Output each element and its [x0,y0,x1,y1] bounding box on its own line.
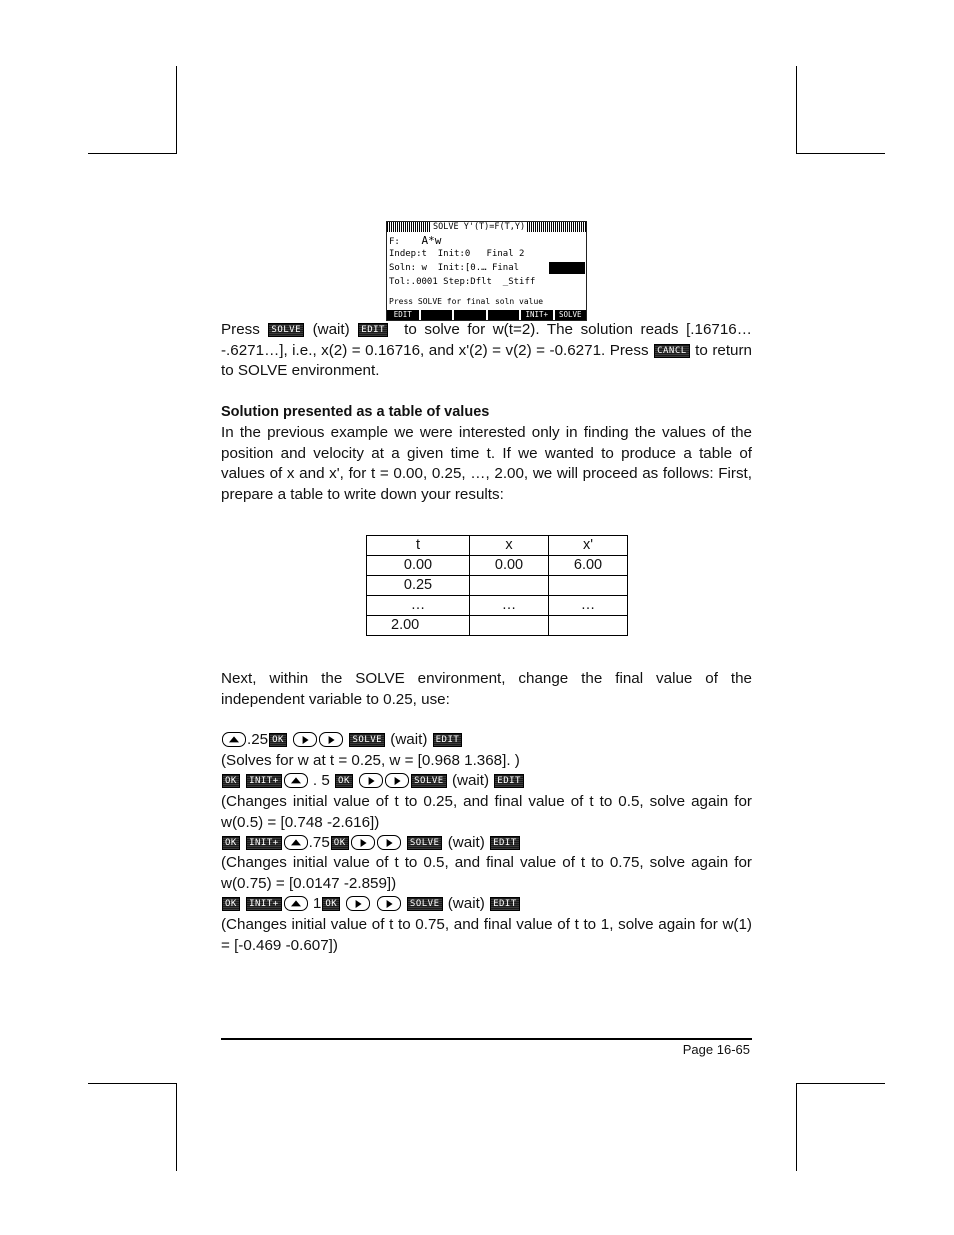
solve-key: SOLVE [407,897,443,911]
header-t: t [367,536,470,556]
keystrokes-step-1: .25 OK SOLVE (wait) EDIT [221,730,752,751]
note-step-1: (Solves for w at t = 0.25, w = [0.968 1.368]. ) [221,752,520,769]
screen-row-soln: Soln: w Init:[0.… Final [389,263,520,273]
menu-blank-1[interactable] [421,310,453,320]
note-step-4: (Changes initial value of t to 0.75, and final value of t to 1, solve again for w(1) = [-0.469 -0.607]) [221,916,752,954]
ok-key: OK [335,774,353,788]
edit-key: EDIT [494,774,524,788]
note-step-2: (Changes initial value of t to 0.25, and final value of t to 0.5, solve again for w(0.5) = [0.748 -2.616]) [221,793,752,831]
ok-key: OK [269,733,287,747]
crop-mark-br-h [796,1083,885,1084]
crop-mark-bl-h [88,1083,177,1084]
ok-key: OK [322,897,340,911]
screen-highlight [549,262,585,274]
up-arrow-key-icon [284,773,308,788]
edit-key: EDIT [490,836,520,850]
crop-mark-tr-v [796,66,797,154]
table-row: 0.00 0.00 6.00 [367,556,628,576]
crop-mark-bl-v [176,1083,177,1171]
table-header-row [367,536,628,556]
edit-key: EDIT [490,897,520,911]
right-arrow-key-icon [346,896,370,911]
screen-row-msg: Press SOLVE for final soln value [389,297,544,306]
paragraph-next-steps: Next, within the SOLVE environment, change the final value of the independent variable to 0.25, use: [221,670,752,708]
paragraph-solve-result: Press SOLVE (wait) EDIT to solve for w(t=2). The solution reads [.16716… -.6271…], i.e., x(2) = 0.16716, and x'(2) = v(2) = -0.6271. Press CANCL to return to SOLVE environment. [221,321,752,380]
table-row: … … … [367,596,628,616]
right-arrow-key-icon [319,732,343,747]
crop-mark-tr-h [796,153,885,154]
keystrokes-step-4: OK INIT+ 1 OK SOLVE (wait) EDIT [221,894,752,915]
right-arrow-key-icon [351,835,375,850]
ok-key: OK [222,774,240,788]
right-arrow-key-icon [359,773,383,788]
init-key: INIT+ [246,836,282,850]
init-key: INIT+ [246,897,282,911]
calculator-screen [386,221,587,321]
right-arrow-key-icon [377,896,401,911]
right-arrow-key-icon [385,773,409,788]
menu-blank-2[interactable] [454,310,486,320]
right-arrow-key-icon [377,835,401,850]
solve-key: SOLVE [268,323,304,337]
header-x: x [470,536,549,556]
solve-key: SOLVE [349,733,385,747]
screen-menu [387,310,586,320]
menu-blank-3[interactable] [488,310,520,320]
edit-key: EDIT [358,323,388,337]
footer-rule [221,1038,752,1040]
screen-row-tol: Tol:.0001 Step:Dflt _Stiff [389,277,536,287]
cancel-key: CANCL [654,344,690,358]
solve-key: SOLVE [411,774,447,788]
crop-mark-br-v [796,1083,797,1171]
keystrokes-step-2: OK INIT+ . 5 OK SOLVE (wait) EDIT [221,771,752,792]
screen-title: SOLVE Y'(T)=F(T,Y) [433,222,526,232]
table-row: 2.00 [367,616,628,636]
ok-key: OK [331,836,349,850]
ok-key: OK [222,836,240,850]
page-number: Page 16-65 [682,1042,750,1057]
screen-row-indep: Indep:t Init:0 Final 2 [389,249,525,259]
section-heading: Solution presented as a table of values [221,404,490,420]
up-arrow-key-icon [284,896,308,911]
right-arrow-key-icon [293,732,317,747]
table-row: 0.25 [367,576,628,596]
header-xprime: x' [549,536,628,556]
menu-edit[interactable]: EDIT [387,310,419,320]
paragraph-table-intro: In the previous example we were interested only in finding the values of the position and velocity at a given time t. If we wanted to produce a table of values of x and x', for t = 0.00, 0.25, …, 2.00, we will proceed as follows: First, prepare a table to write down your results: [221,424,752,503]
screen-row-f: F: A*w [389,234,442,247]
up-arrow-key-icon [222,732,246,747]
keystrokes-step-3: OK INIT+ .75 OK SOLVE (wait) EDIT [221,833,752,854]
crop-mark-tl-h [88,153,177,154]
up-arrow-key-icon [284,835,308,850]
menu-solve[interactable]: SOLVE [555,310,587,320]
solve-key: SOLVE [407,836,443,850]
menu-init[interactable]: INIT+ [521,310,553,320]
init-key: INIT+ [246,774,282,788]
crop-mark-tl-v [176,66,177,154]
edit-key: EDIT [433,733,463,747]
note-step-3: (Changes initial value of t to 0.5, and final value of t to 0.75, solve again for w(0.75) = [0.0147 -2.859]) [221,854,752,892]
screen-title-bar [387,222,586,232]
ok-key: OK [222,897,240,911]
results-table [366,535,628,636]
